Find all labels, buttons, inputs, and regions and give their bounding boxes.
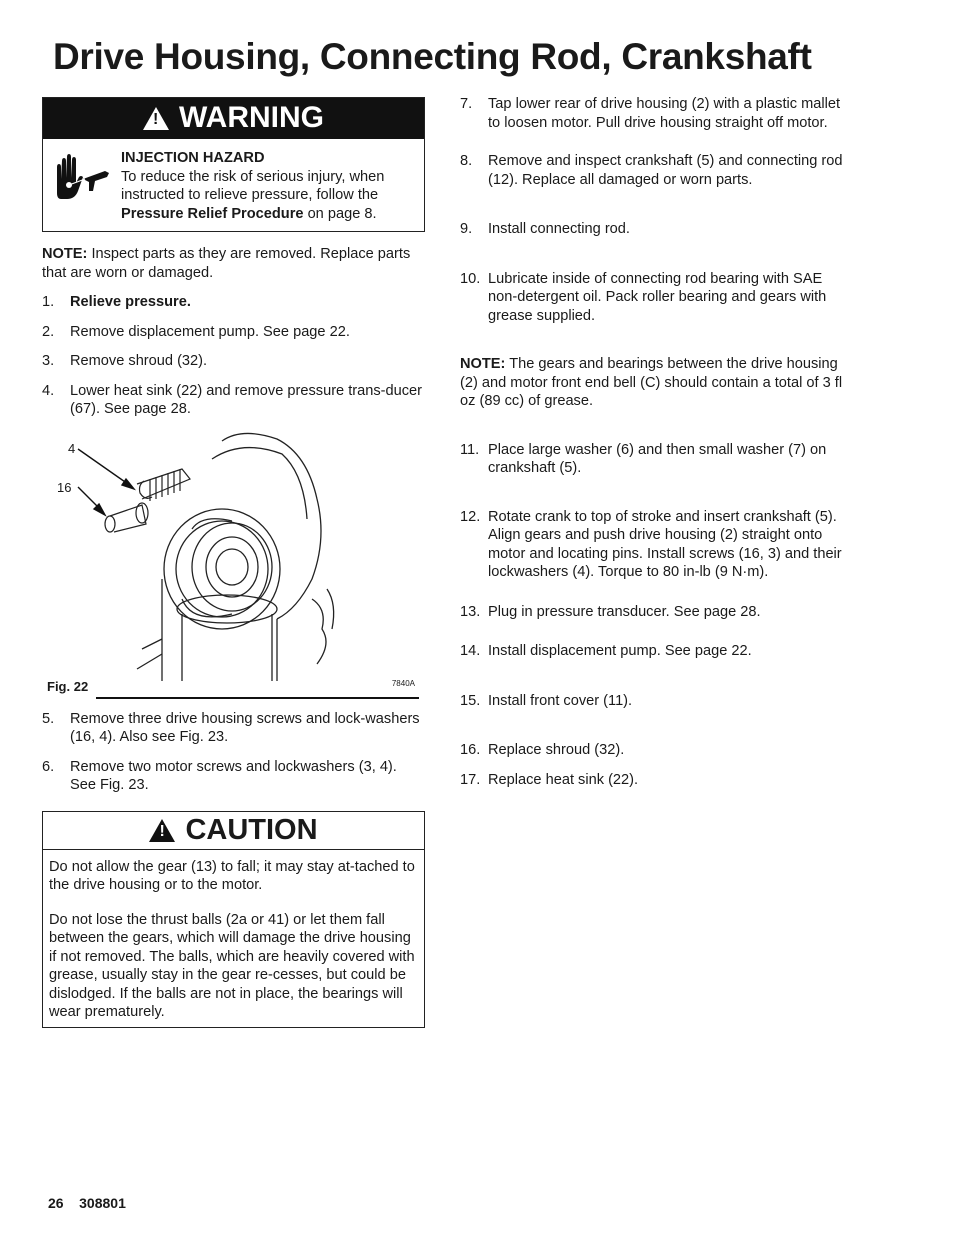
step-text: Lower heat sink (22) and remove pressure trans-ducer (67). See page 28. — [70, 382, 423, 417]
step-text: Replace heat sink (22). — [488, 771, 639, 788]
step-item — [42, 323, 425, 342]
hazard-title: INJECTION HAZARD — [121, 150, 265, 166]
step-item — [42, 710, 425, 747]
warning-header — [43, 98, 424, 139]
figure-code: 7840A — [391, 679, 415, 688]
step-number: 15. — [460, 692, 481, 709]
step-item — [460, 441, 845, 478]
warning-box — [42, 97, 425, 232]
step-number: 17. — [460, 771, 481, 788]
step-item — [460, 508, 845, 582]
steps-list-right-b — [460, 441, 845, 790]
step-number: 10. — [460, 270, 481, 287]
step-text: Install front cover (11). — [488, 692, 633, 709]
caution-triangle-icon: ! — [149, 819, 175, 842]
step-number: 1. — [42, 294, 55, 310]
step-item — [42, 382, 425, 419]
step-text: Place large washer (6) and then small washer (7) on crankshaft (5). — [488, 441, 827, 476]
doc-number: 308801 — [79, 1195, 126, 1211]
figure-rule — [96, 697, 419, 699]
step-item — [460, 152, 845, 189]
caution-header — [43, 812, 424, 850]
step-text: Replace shroud (32). — [488, 742, 625, 758]
step-item — [460, 692, 845, 711]
step-item — [42, 758, 425, 795]
step-item — [460, 771, 845, 790]
step-text: Rotate crank to top of stroke and insert crankshaft (5). Align gears and push drive housing (2) straight onto motor and locating pins. Install screws (16, 3) and their lockwashers (4). Torque to 80 in-lb (9 N·m). — [488, 508, 842, 580]
warning-triangle-icon: ! — [143, 107, 169, 130]
figure-caption: Fig. 22 — [47, 679, 89, 694]
injection-hazard-icon — [49, 149, 121, 223]
step-text: Remove shroud (32). — [70, 353, 208, 369]
note-inspect: NOTE: Inspect parts as they are removed. Replace parts that are worn or damaged. — [42, 246, 411, 281]
step-number: 5. — [42, 710, 55, 727]
step-text: Remove two motor screws and lockwashers (3, 4). See Fig. 23. — [70, 758, 397, 793]
step-text: Install connecting rod. — [488, 221, 630, 237]
warning-text: To reduce the risk of serious injury, when instructed to relieve pressure, follow the Pressure Relief Procedure on page 8. — [121, 168, 385, 222]
caution-box — [42, 811, 425, 1028]
page-footer — [48, 1195, 126, 1211]
step-number: 11. — [460, 441, 480, 458]
page-title: Drive Housing, Connecting Rod, Crankshaft — [53, 36, 812, 77]
step-number: 3. — [42, 353, 55, 369]
step-number: 6. — [42, 758, 55, 775]
step-number: 2. — [42, 323, 55, 340]
step-text: Plug in pressure transducer. See page 28. — [488, 603, 761, 620]
left-column — [42, 97, 425, 1028]
step-item — [460, 220, 845, 239]
steps-list-a — [42, 293, 425, 419]
step-text: Remove displacement pump. See page 22. — [70, 323, 350, 340]
figure-22 — [42, 429, 425, 699]
step-number: 8. — [460, 153, 473, 169]
caution-paragraph-2: Do not lose the thrust balls (2a or 41) or let them fall between the gears, which will damage the drive housing if not removed. The balls, which are heavily covered with grease, usually stay in the gear re-cesses, but could be dislodged. If the balls are not in place, the bearings will wear prematurely. — [49, 911, 415, 1020]
caution-paragraph-1: Do not allow the gear (13) to fall; it may stay at-tached to the drive housing or to the motor. — [49, 858, 415, 893]
step-text: Relieve pressure. — [70, 294, 191, 310]
step-item — [460, 642, 845, 661]
callout-4: 4 — [68, 440, 76, 456]
step-number: 14. — [460, 643, 481, 659]
caution-title: CAUTION — [185, 813, 318, 846]
step-text: Tap lower rear of drive housing (2) with a plastic mallet to loosen motor. Pull drive housing straight off motor. — [488, 96, 841, 131]
step-item — [460, 95, 845, 132]
step-text: Remove and inspect crankshaft (5) and connecting rod (12). Replace all damaged or worn parts. — [488, 153, 843, 188]
step-number: 9. — [460, 221, 473, 237]
step-text: Install displacement pump. See page 22. — [488, 643, 752, 659]
step-text: Remove three drive housing screws and lock-washers (16, 4). Also see Fig. 23. — [70, 710, 420, 745]
right-column — [460, 95, 845, 789]
steps-list-b — [42, 710, 425, 795]
warning-title: WARNING — [179, 101, 324, 135]
step-item — [460, 603, 845, 622]
step-number: 12. — [460, 508, 481, 525]
note-grease: NOTE: The gears and bearings between the drive housing (2) and motor front end bell (C) should contain a total of 3 fl oz (89 cc) of grease. — [460, 356, 843, 409]
step-number: 7. — [460, 96, 473, 112]
steps-list-right — [460, 95, 845, 325]
step-text: Lubricate inside of connecting rod bearing with SAE non-detergent oil. Pack roller bearing and gears with grease supplied. — [488, 270, 827, 324]
step-item — [42, 352, 425, 371]
step-number: 13. — [460, 603, 481, 620]
step-item — [42, 293, 425, 312]
page-number: 26 — [48, 1195, 64, 1211]
step-item — [460, 270, 845, 326]
callout-16: 16 — [57, 479, 72, 495]
step-number: 16. — [460, 742, 481, 758]
step-number: 4. — [42, 382, 55, 399]
step-item — [460, 741, 845, 760]
